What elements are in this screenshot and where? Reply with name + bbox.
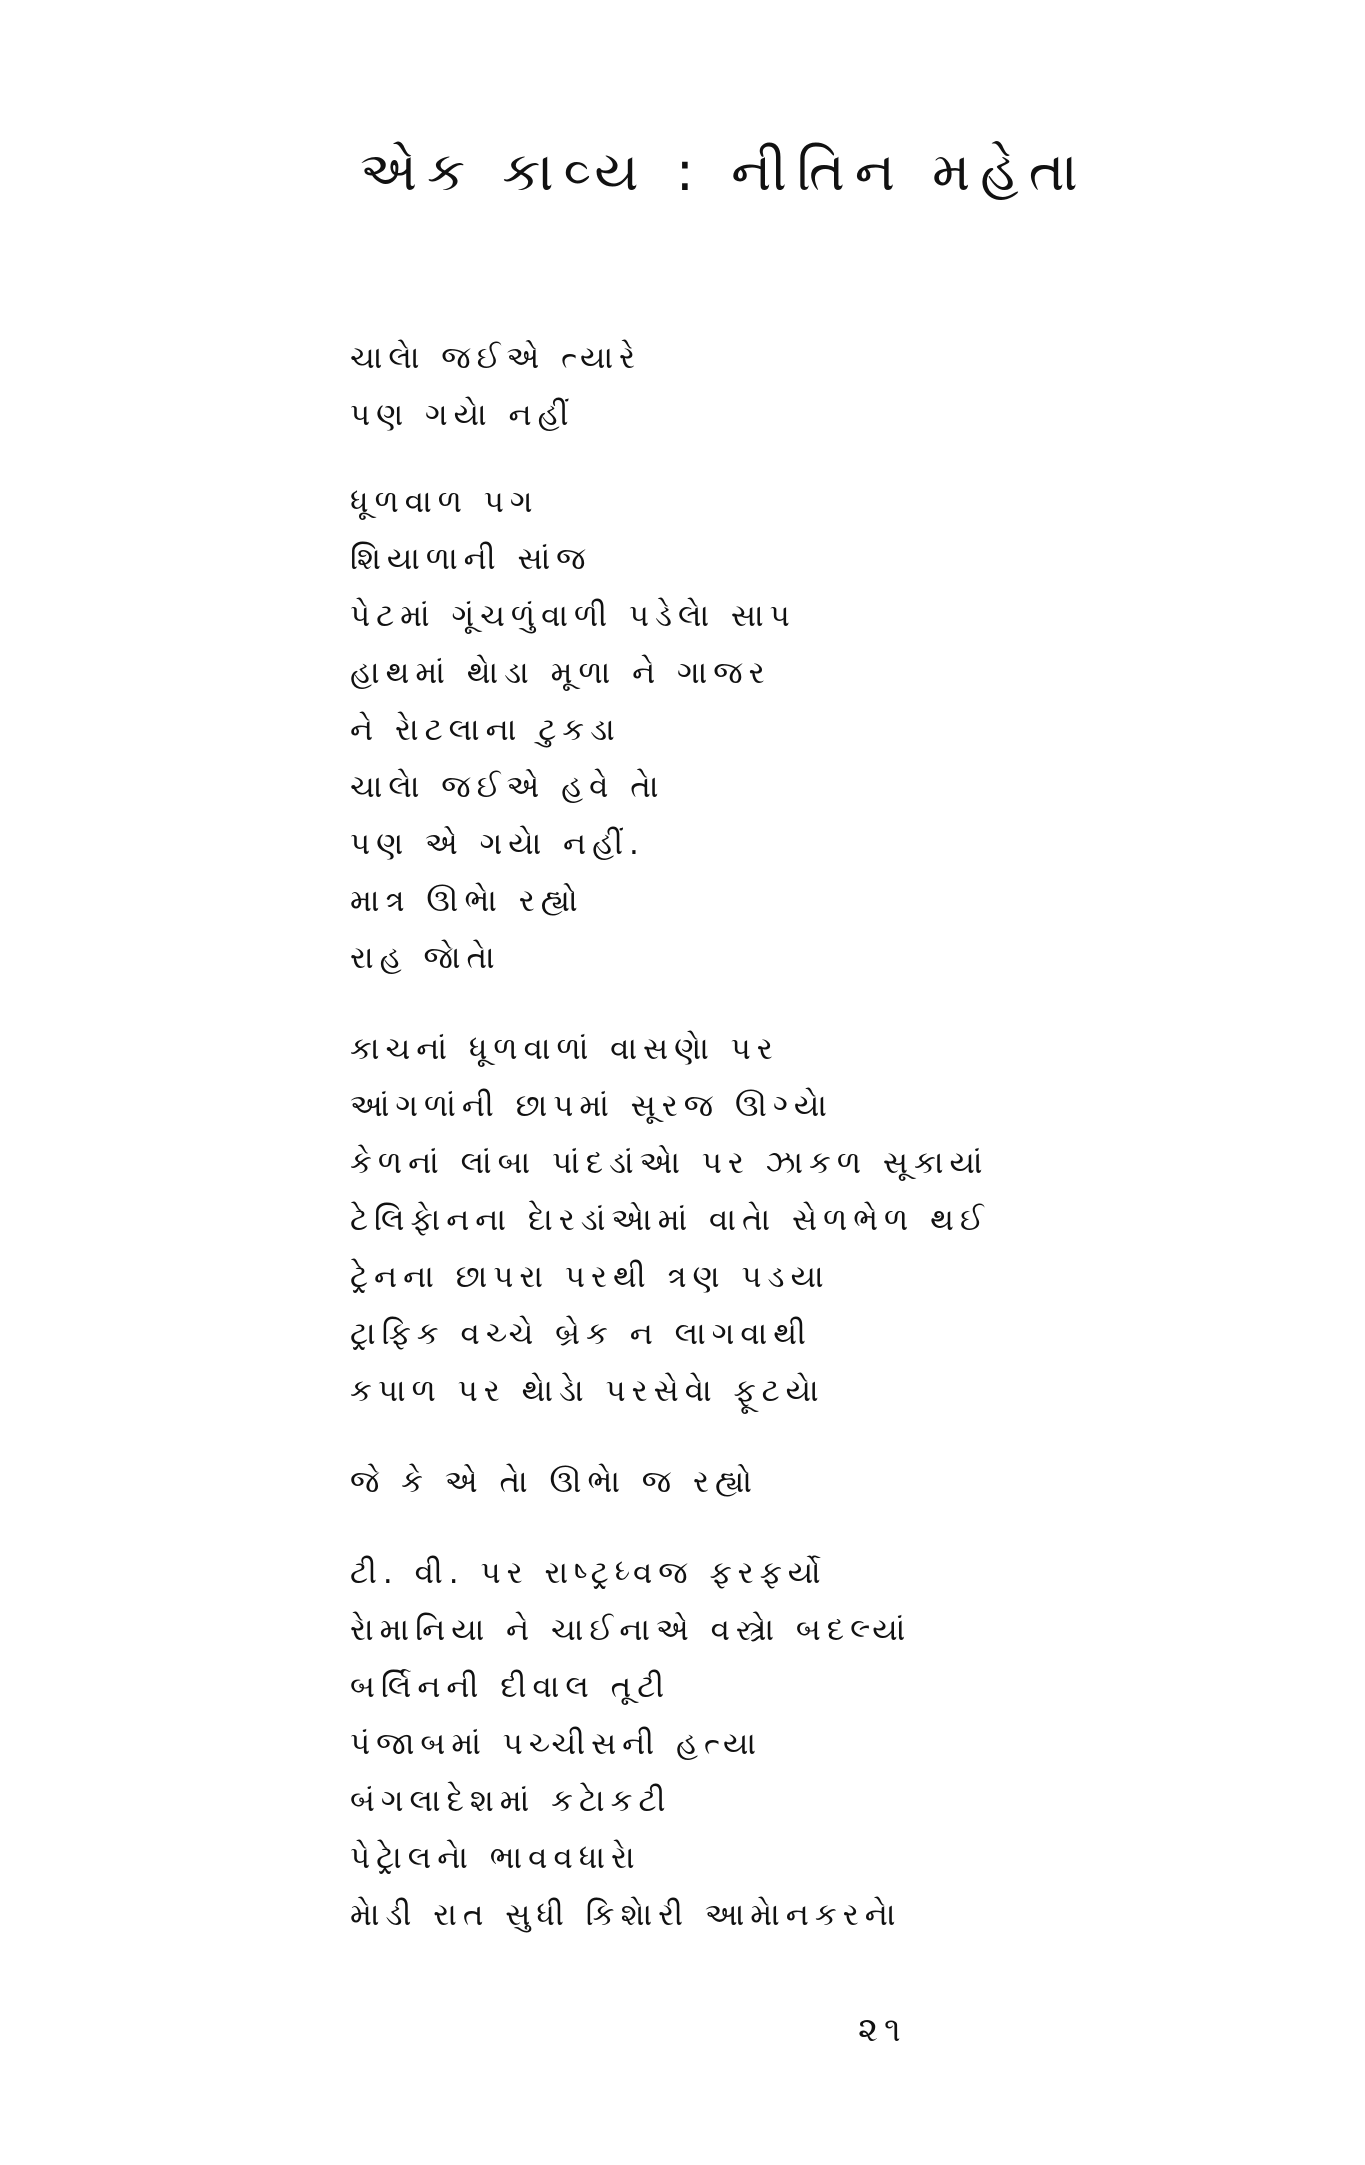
poem-line: ટ્રાફિક વચ્ચે બ્રેક ન લાગવાથી xyxy=(350,1316,812,1352)
poem-body xyxy=(350,330,1310,1944)
poem-line: પણ ગયેા નહીં xyxy=(350,397,575,433)
page-title: એક કાવ્ય : નીતિન મહેતા xyxy=(360,140,1088,203)
poem-line: આંગળાંની છાપમાં સૂરજ ઊગ્યેા xyxy=(350,1088,833,1124)
poem-line: ટ્રેનના છાપરા પરથી ત્રણ પડયા xyxy=(350,1259,830,1295)
poem-line: શિયાળાની સાંજ xyxy=(350,541,592,577)
stanza-5 xyxy=(350,1545,1310,1944)
page-number: ૨૧ xyxy=(858,2010,907,2050)
poem-line: જે કે એ તેા ઊભેા જ રહ્યો xyxy=(350,1464,758,1500)
poem-line: પેટ્રેાલનેા ભાવવધારેા xyxy=(350,1840,641,1876)
poem-line: પંજાબમાં પચ્ચીસની હત્યા xyxy=(350,1726,762,1762)
stanza-4 xyxy=(350,1454,1310,1511)
poem-line: ચાલેા જઈએ ત્યારે xyxy=(350,340,642,376)
poem-line: ધૂળવાળ પગ xyxy=(350,484,539,520)
poem-line: કેળનાં લાંબા પાંદડાંએા પર ઝાકળ સૂકાયાં xyxy=(350,1145,989,1181)
poem-line: ટેલિફેાનના દેારડાંએામાં વાતેા સેળભેળ થઈ xyxy=(350,1202,990,1238)
poem-line: રેામાનિયા ને ચાઈનાએ વસ્ત્રેા બદલ્યાં xyxy=(350,1612,912,1648)
stanza-gap xyxy=(350,987,1310,1021)
poem-line: માત્ર ઊભેા રહ્યો xyxy=(350,883,584,919)
stanza-1 xyxy=(350,330,1310,444)
poem-line: પણ એ ગયેા નહીં. xyxy=(350,826,645,862)
poem-line: ચાલેા જઈએ હવે તેા xyxy=(350,769,665,805)
stanza-2 xyxy=(350,474,1310,987)
stanza-gap xyxy=(350,444,1310,474)
poem-line: રાહ જેાતેા xyxy=(350,940,501,976)
poem-line: ટી. વી. પર રાષ્ટ્રધ્વજ ફરફર્યો xyxy=(350,1555,827,1591)
poem-line: ને રેાટલાના ટુકડા xyxy=(350,712,621,748)
stanza-3 xyxy=(350,1021,1310,1420)
poem-line: મેાડી રાત સુધી કિશેારી આમેાનકરનેા xyxy=(350,1897,902,1933)
poem-line: કાચનાં ધૂળવાળાં વાસણેા પર xyxy=(350,1031,779,1067)
poem-line: હાથમાં થેાડા મૂળા ને ગાજર xyxy=(350,655,771,691)
poem-line: બર્લિનની દીવાલ તૂટી xyxy=(350,1669,671,1705)
poem-line: કપાળ પર થેાડેા પરસેવેા ફૂટયેા xyxy=(350,1373,825,1409)
stanza-gap xyxy=(350,1511,1310,1545)
poem-line: બંગલાદેશમાં કટેાકટી xyxy=(350,1783,672,1819)
stanza-gap xyxy=(350,1420,1310,1454)
poem-line: પેટમાં ગૂંચળુંવાળી પડેલેા સાપ xyxy=(350,598,796,634)
